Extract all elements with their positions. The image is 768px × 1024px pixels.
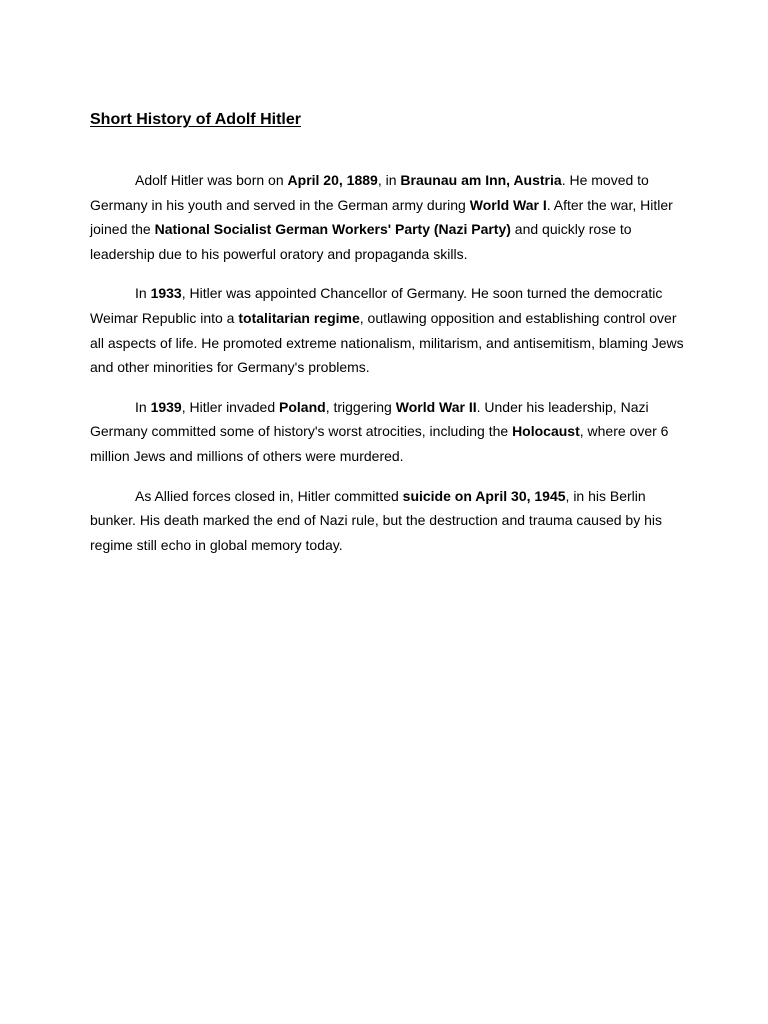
text-run: . After the war, Hitler joined the (90, 196, 673, 238)
bold-text: 1933 (150, 285, 182, 302)
text-run: , where over 6 million Jews and millions of others were murdered. (90, 423, 669, 464)
bold-text: World War I (469, 196, 547, 213)
body-paragraph (90, 484, 685, 558)
text-run: In (135, 398, 151, 415)
text-run: , in his Berlin bunker. His death marked the end of Nazi rule, but the destruction and trauma caused by his regime still echo in global memory today. (90, 487, 662, 553)
bold-text: suicide on April 30, 1945 (402, 487, 566, 504)
text-run: . Under his leadership, Nazi Germany committed some of history's worst atrocities, including the (90, 398, 649, 440)
document-body (90, 168, 685, 572)
text-run: , Hitler was appointed Chancellor of Germany. He soon turned the democratic Weimar Republic into a (90, 285, 663, 326)
bold-text: Holocaust (512, 423, 580, 440)
text-run: , outlawing opposition and establishing control over all aspects of life. He promoted extreme nationalism, militarism, and antisemitism, blaming Jews and other minorities for Germany's problems. (90, 309, 684, 376)
text-run: and quickly rose to leadership due to his powerful oratory and propaganda skills. (90, 221, 632, 262)
bold-text: Braunau am Inn, Austria (400, 172, 562, 188)
text-run: , in (377, 172, 401, 188)
bold-text: 1939 (150, 398, 182, 415)
bold-text: totalitarian regime (238, 309, 360, 326)
text-run: Adolf Hitler was born on (135, 172, 288, 188)
text-run: As Allied forces closed in, Hitler committed (135, 487, 403, 504)
text-run: . He moved to Germany in his youth and served in the German army during (90, 172, 649, 213)
body-paragraph (90, 168, 685, 266)
body-paragraph (90, 281, 685, 379)
bold-text: National Socialist German Workers' Party (Nazi Party) (154, 221, 511, 238)
bold-text: April 20, 1889 (287, 172, 378, 188)
bold-text: World War II (395, 398, 477, 415)
document-title: Short History of Adolf Hitler (90, 111, 301, 128)
bold-text: Poland (279, 398, 326, 415)
text-run: , Hitler invaded (181, 398, 280, 415)
text-run: In (135, 285, 151, 302)
body-paragraph (90, 395, 685, 469)
text-run: , triggering (325, 398, 396, 415)
